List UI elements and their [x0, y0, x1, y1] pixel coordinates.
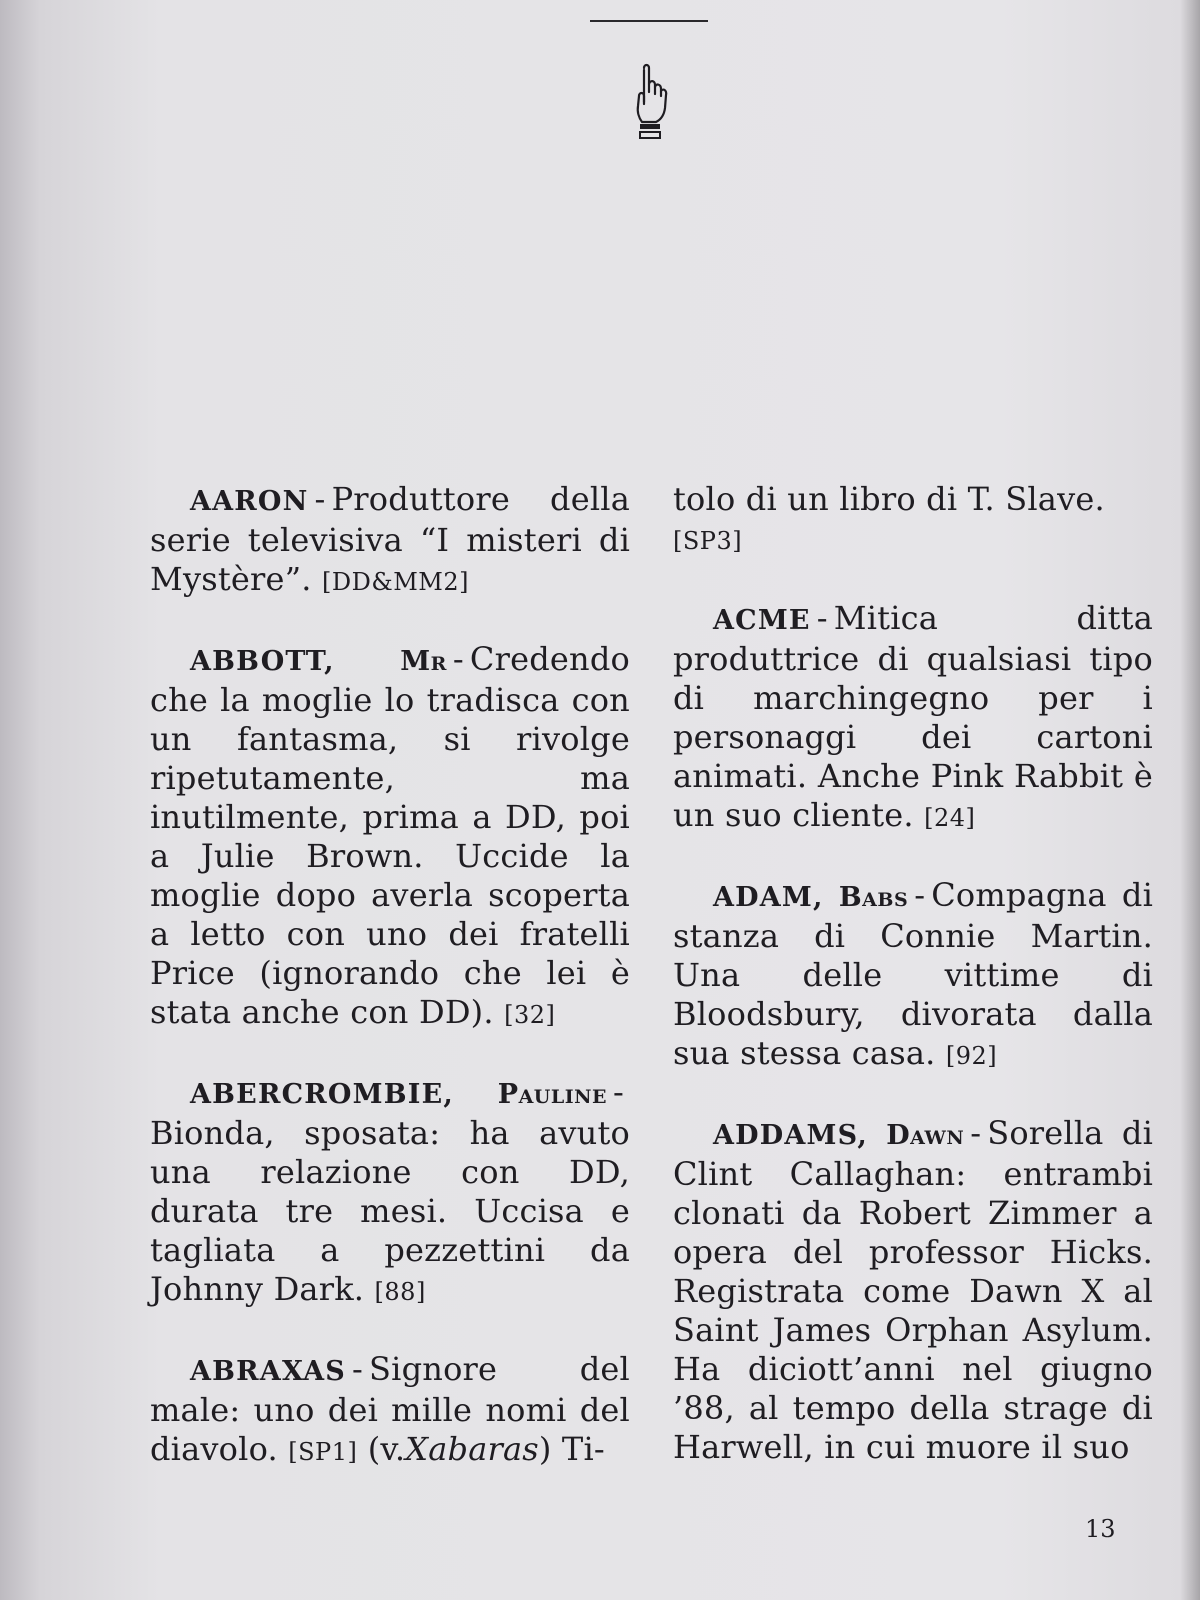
entry-abraxas — [150, 1350, 630, 1472]
entry-headword: ACME — [713, 605, 811, 636]
entry-reference: [88] — [374, 1278, 426, 1306]
entry-text: Produttore della serie televisiva “I misteri di Mystère”. — [150, 480, 630, 598]
entry-adam — [673, 876, 1153, 1076]
separator: - — [314, 480, 326, 518]
entry-abercrombie — [150, 1073, 630, 1312]
separator: - — [914, 876, 926, 914]
entry-text: Bionda, sposata: ha avuto una relazione con DD, durata tre mesi. Uccisa e tagliata a pezzettini da Johnny Dark. — [150, 1114, 630, 1308]
entry-reference: [24] — [924, 804, 976, 832]
entry-headword: ABRAXAS — [190, 1356, 346, 1387]
entry-text: tolo di un libro di T. Slave. — [673, 480, 1105, 518]
see-also-word: Xabaras — [405, 1430, 539, 1468]
see-also-prefix: (v. — [367, 1430, 406, 1468]
entry-acme — [673, 599, 1153, 838]
right-column — [673, 480, 1153, 1505]
entry-subname: Pauline — [497, 1079, 607, 1110]
entry-abraxas-continued — [673, 480, 1153, 561]
separator: - — [452, 640, 464, 678]
entry-text: Credendo che la moglie lo tradisca con un fantasma, si rivolge ripetutamente, ma inutilmente, prima a DD, poi a Julie Brown. Uccide la moglie dopo averla scoperta a letto con uno dei fratelli Price (ignorando che lei è stata anche con DD). — [150, 640, 630, 1031]
see-also-suffix: ) Ti- — [538, 1430, 605, 1468]
entry-headword: ADAM, — [713, 882, 824, 913]
entry-reference: [32] — [504, 1001, 556, 1029]
separator: - — [970, 1114, 982, 1152]
separator: - — [352, 1350, 364, 1388]
entry-subname: Babs — [838, 882, 909, 913]
entry-abbott — [150, 640, 630, 1035]
entry-reference: [SP1] — [288, 1438, 358, 1466]
entry-text: Mitica ditta produttrice di qualsiasi tipo di marchingegno per i personaggi dei cartoni animati. Anche Pink Rabbit è un suo cliente. — [673, 599, 1153, 834]
page-number: 13 — [1085, 1515, 1116, 1543]
top-rule — [590, 20, 708, 22]
left-column — [150, 480, 630, 1510]
entry-reference: [92] — [945, 1042, 998, 1070]
entry-headword: ADDAMS, — [713, 1120, 868, 1151]
entry-headword: ABERCROMBIE, — [190, 1079, 454, 1110]
entry-headword: ABBOTT, — [190, 646, 335, 677]
entry-addams — [673, 1114, 1153, 1467]
entry-headword: AARON — [190, 486, 309, 517]
entry-subname: Mr — [400, 646, 447, 677]
entry-text: Sorella di Clint Callaghan: entrambi clonati da Robert Zimmer a opera del professor Hicks. Registrata come Dawn X al Saint James Orphan Asylum. Ha diciott’anni nel giugno ’88, al tempo della strage di Harwell, in cui muore il suo — [673, 1114, 1153, 1466]
pointing-hand-icon — [630, 62, 672, 142]
entry-reference: [SP3] — [673, 527, 743, 555]
entry-reference: [DD&MM2] — [322, 568, 470, 596]
separator: - — [612, 1073, 624, 1111]
entry-text: Compagna di stanza di Connie Martin. Una delle vittime di Bloodsbury, divorata dalla sua stessa casa. — [673, 876, 1154, 1072]
entry-text: Signore del male: uno dei mille nomi del diavolo. — [150, 1350, 630, 1468]
entry-subname: Dawn — [886, 1120, 965, 1151]
separator: - — [816, 599, 828, 637]
entry-aaron — [150, 480, 630, 602]
